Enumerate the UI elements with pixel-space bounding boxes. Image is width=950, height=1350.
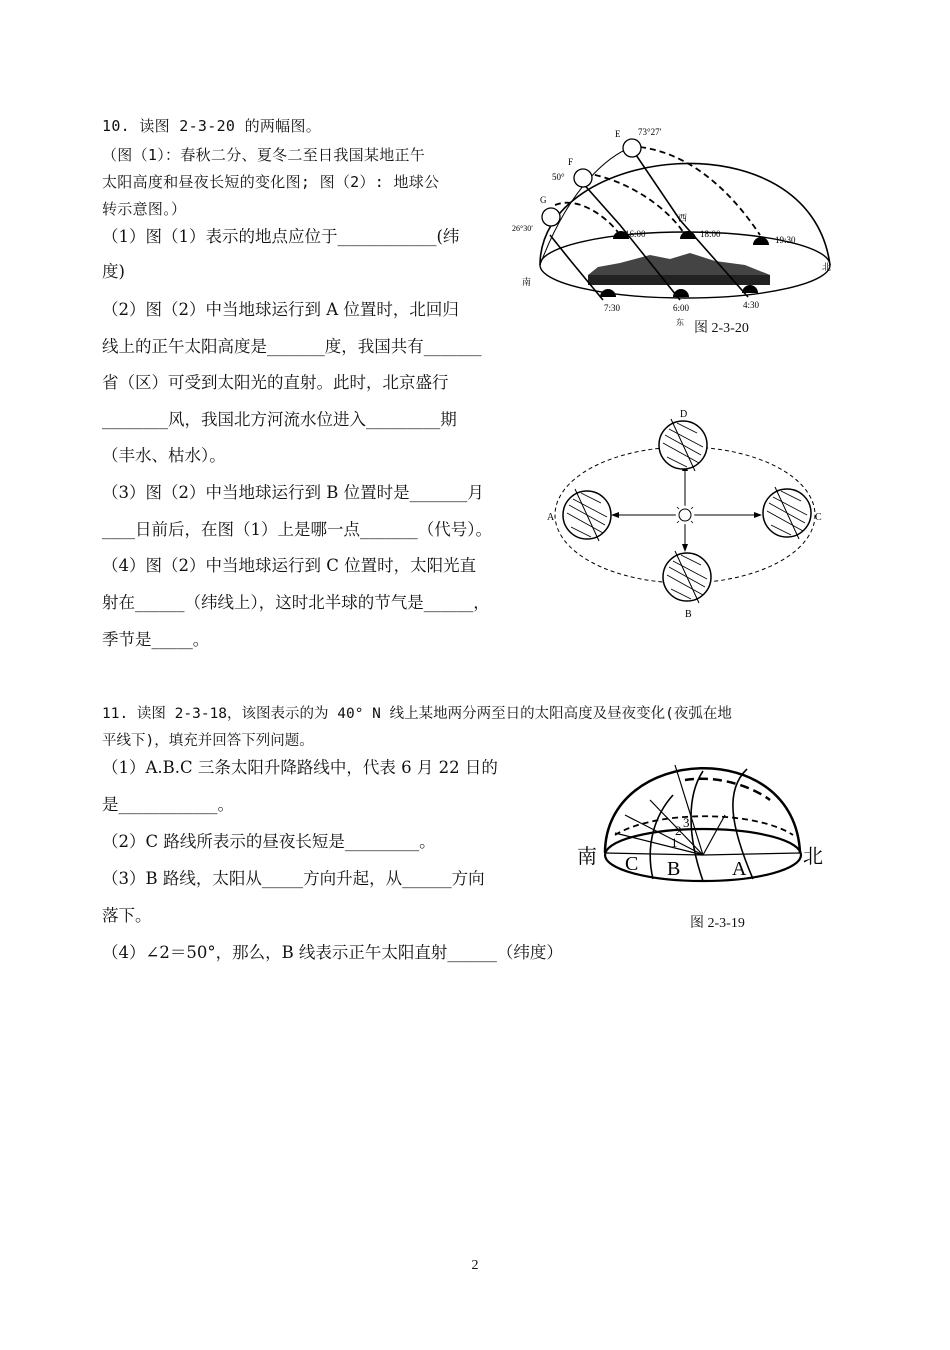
path-label-a: A (732, 858, 747, 880)
q10-line: ____日前后，在图（1）上是哪一点_______（代号）。 (102, 520, 492, 539)
path-label-c: C (625, 853, 639, 875)
q10-line: 线上的正午太阳高度是_______度，我国共有_______ (102, 337, 482, 356)
q11-line: （1）A.B.C 三条太阳升降路线中，代表 6 月 22 日的 (102, 758, 498, 777)
point-label-f: F (568, 157, 574, 167)
q10-line: （丰水、枯水）。 (102, 446, 226, 465)
q10-line: 省（区）可受到太阳光的直射。此时，北京盛行 (102, 373, 449, 392)
q10-line: （4）图（2）中当地球运行到 C 位置时，太阳光直 (102, 556, 477, 575)
point-label-e: E (615, 129, 621, 139)
position-label-d: D (680, 409, 688, 420)
q10-line: 太阳高度和昼夜长短的变化图; 图（2）: 地球公 (102, 173, 440, 191)
figure-caption: 图 2-3-19 (690, 916, 745, 931)
earth-b (663, 551, 711, 603)
q11-line: （4）∠2＝50°，那么，B 线表示正午太阳直射______（纬度） (102, 943, 563, 962)
south-label: 南 (577, 846, 597, 868)
position-label-c: C (815, 512, 822, 523)
north-label: 北 (803, 846, 823, 868)
time-label: 19:30 (775, 235, 796, 245)
q10-line: 射在______（纬线上），这时北半球的节气是______， (102, 593, 490, 612)
time-label: 16:00 (625, 229, 646, 239)
earth-a (563, 489, 611, 541)
angle-3-label: 3 (683, 815, 690, 830)
figure-earth-revolution (545, 405, 820, 625)
east-label: 东 (676, 318, 684, 327)
south-label: 南 (522, 277, 532, 287)
angle-2-label: 2 (675, 823, 682, 838)
path-label-b: B (667, 858, 681, 880)
q10-line: （3）图（2）中当地球运行到 B 位置时是_______月 (102, 483, 484, 502)
q10-line: （2）图（2）中当地球运行到 A 位置时，北回归 (102, 300, 459, 319)
position-label-a: A (547, 512, 555, 523)
page-number: 2 (471, 1258, 479, 1273)
point-label-g: G (540, 195, 547, 205)
figure-caption: 图 2-3-20 (694, 321, 749, 336)
q10-line: ________风，我国北方河流水位进入_________期 (102, 410, 457, 429)
figure-sun-path-hemisphere (510, 125, 840, 340)
q10-title: 10. 读图 2-3-20 的两幅图。 (102, 117, 322, 135)
q10-line: （1）图（1）表示的地点应位于____________(纬 (102, 227, 460, 246)
q11-line: （2）C 路线所表示的昼夜长短是_________。 (102, 832, 436, 851)
q11-line: （3）B 路线，太阳从_____方向升起，从______方向 (102, 869, 485, 888)
q11-line: 落下。 (102, 906, 152, 925)
angle-label-f: 50° (552, 172, 565, 182)
earth-c (763, 487, 811, 539)
north-label: 北 (822, 262, 832, 272)
time-label: 7:30 (604, 303, 621, 313)
position-label-b: B (685, 609, 692, 620)
q10-line: 转示意图。） (102, 200, 187, 218)
angle-1-label: 1 (671, 835, 678, 850)
time-label: 18:00 (700, 229, 721, 239)
earth-d (659, 419, 707, 471)
q11-line: 平线下)，填充并回答下列问题。 (102, 733, 314, 749)
time-label: 4:30 (743, 300, 760, 310)
q11-title: 11. 读图 2-3-18，该图表示的为 40° N 线上某地两分两至日的太阳高度及昼夜变化(夜弧在地 (102, 706, 732, 722)
figure-sun-path-40n (575, 755, 825, 890)
angle-label-g: 26°30′ (512, 224, 533, 233)
west-label: 西 (678, 213, 688, 223)
q10-line: 季节是_____。 (102, 630, 210, 649)
q11-line: 是____________。 (102, 795, 234, 814)
time-label: 6:00 (673, 303, 690, 313)
q10-line: （图（1）：春秋二分、夏冬二至日我国某地正午 (102, 146, 426, 164)
q10-line: 度) (102, 262, 125, 281)
angle-label-e: 73°27′ (638, 127, 662, 137)
